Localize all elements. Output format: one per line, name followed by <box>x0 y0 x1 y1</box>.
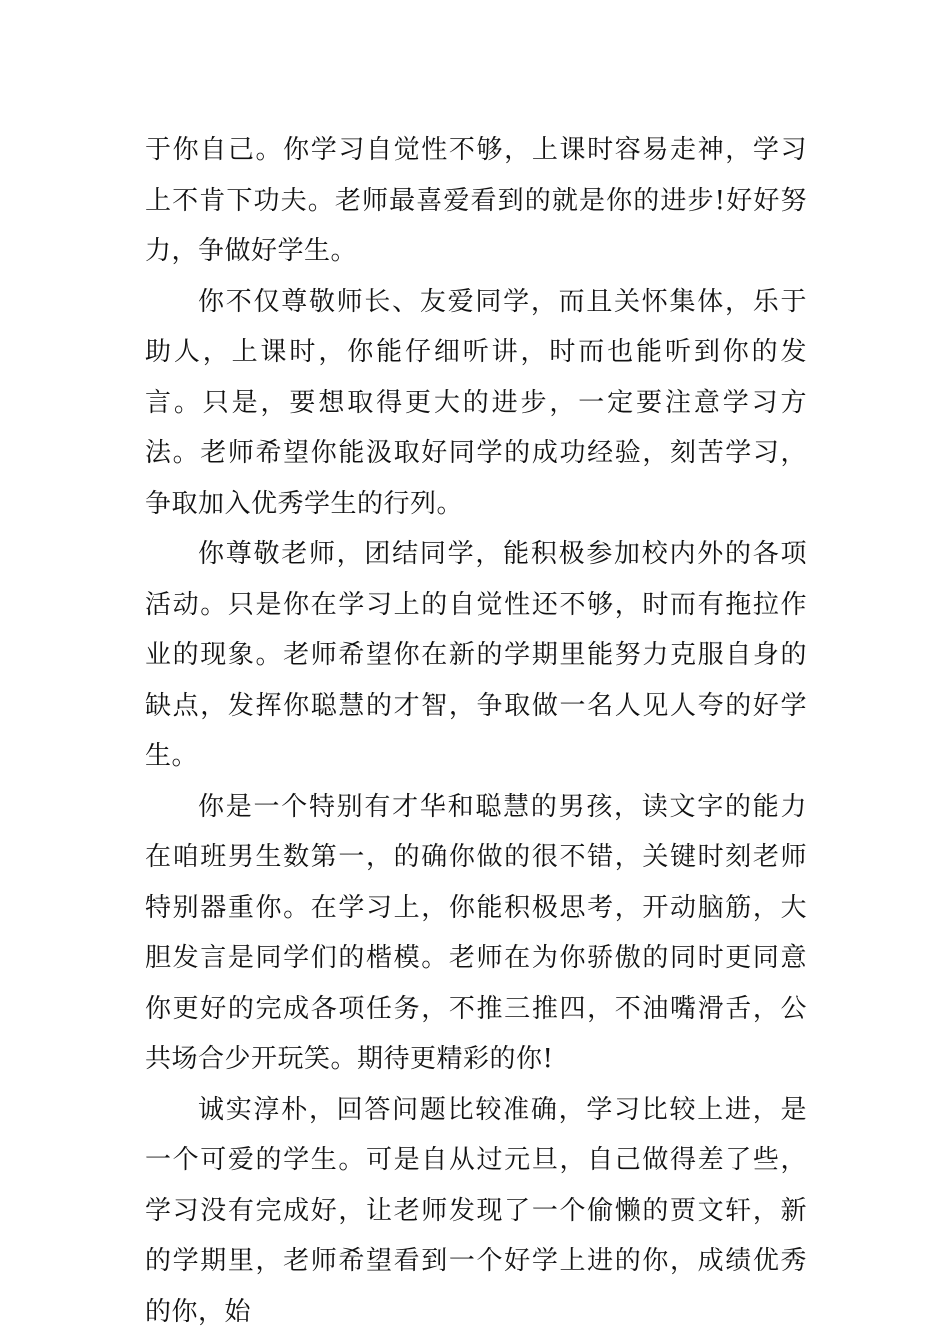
paragraph-3: 你尊敬老师，团结同学，能积极参加校内外的各项活动。只是你在学习上的自觉性还不够，时而有拖拉作业的现象。老师希望你在新的学期里能努力克服自身的缺点，发挥你聪慧的才智，争取做一名人见人夸的好学生。 <box>145 539 807 771</box>
paragraph-1: 于你自己。你学习自觉性不够，上课时容易走神，学习上不肯下功夫。老师最喜爱看到的就是你的进步!好好努力，争做好学生。 <box>145 135 807 266</box>
paragraph-2: 你不仅尊敬师长、友爱同学，而且关怀集体，乐于助人，上课时，你能仔细听讲，时而也能听到你的发言。只是，要想取得更大的进步，一定要注意学习方法。老师希望你能汲取好同学的成功经验，刻苦学习，争取加入优秀学生的行列。 <box>145 286 807 519</box>
paragraph-5: 诚实淳朴，回答问题比较准确，学习比较上进，是一个可爱的学生。可是自从过元旦，自己做得差了些，学习没有完成好，让老师发现了一个偷懒的贾文轩，新的学期里，老师希望看到一个好学上进的你，成绩优秀的你，始 <box>145 1094 807 1327</box>
paragraph-4: 你是一个特别有才华和聪慧的男孩，读文字的能力在咱班男生数第一，的确你做的很不错，关键时刻老师特别器重你。在学习上，你能积极思考，开动脑筋，大胆发言是同学们的楷模。老师在为你骄傲的同时更同意你更好的完成各项任务，不推三推四，不油嘴滑舌，公共场合少开玩笑。期待更精彩的你! <box>145 791 807 1074</box>
document-body <box>145 125 807 1337</box>
